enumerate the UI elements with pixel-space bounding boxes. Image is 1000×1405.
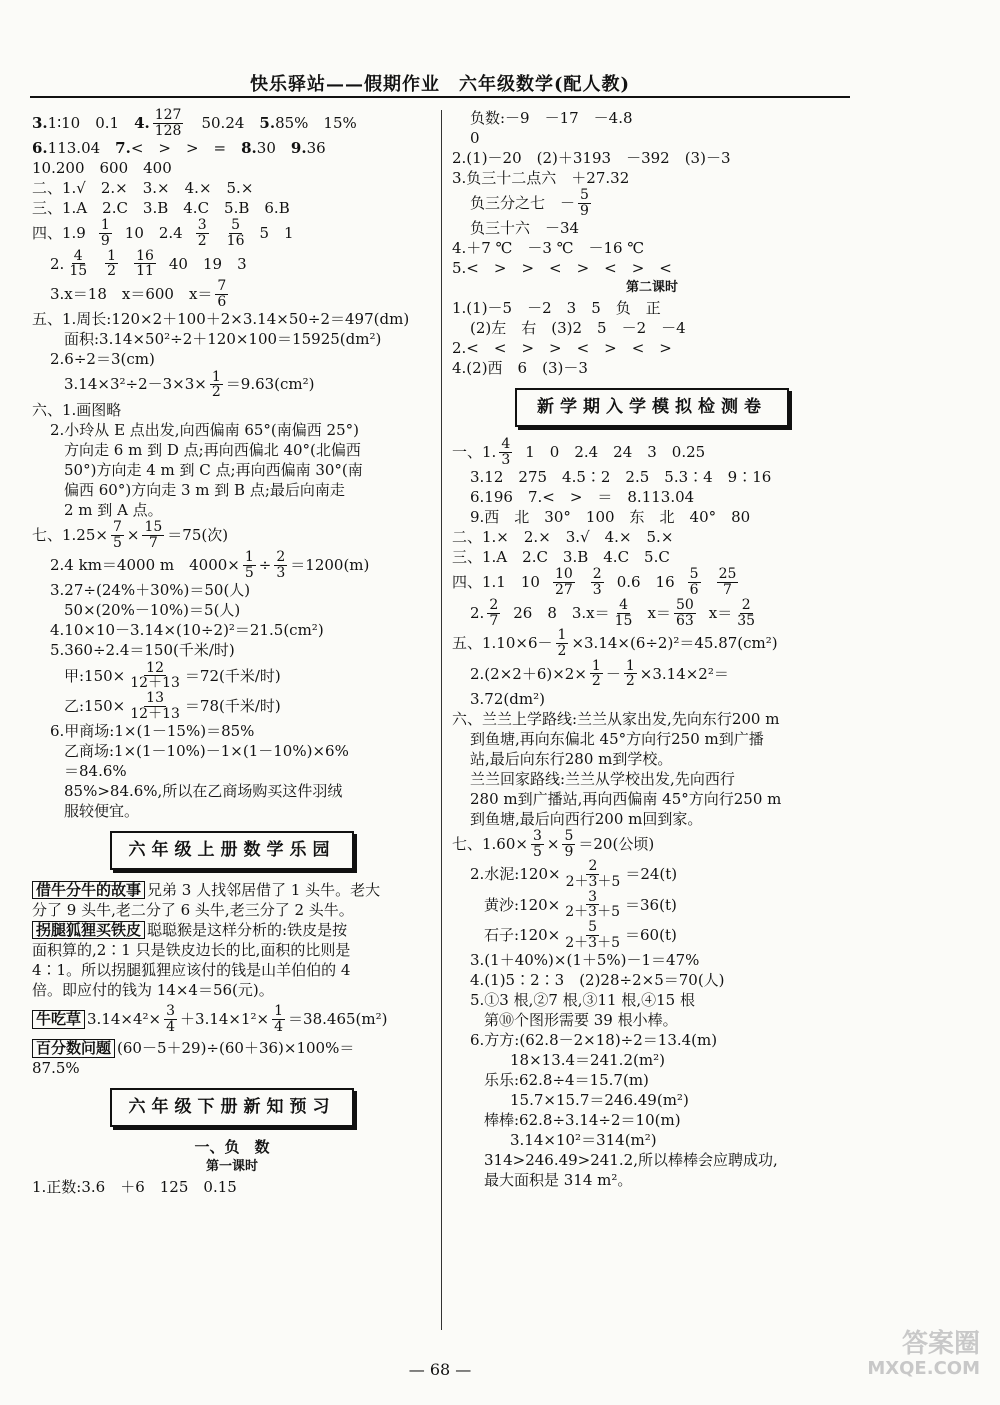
story-label: 牛吃草 [32, 1010, 85, 1029]
answer-line: 18×13.4＝241.2(m²) [510, 1051, 665, 1070]
answer-line: 2.水泥:120× $\frac{2}{2+3+5}$ ＝24(t) [470, 858, 678, 890]
answer-text: 85% 15% [275, 113, 357, 132]
answer-line: 到鱼塘,再向东偏北 45°方向行250 m到广播 [470, 729, 764, 748]
answer-line: 3.72(dm²) [470, 689, 545, 708]
fraction: $\frac{5}{2+3+5}$ [565, 919, 620, 951]
answer-line: 五、1.周长:120×2＋100＋2×3.14×50÷2＝497(dm) [32, 310, 410, 329]
story-line: 87.5% [32, 1059, 80, 1078]
fraction: $\frac{2}{3}$ [592, 566, 602, 599]
answer-line: 1.正数:3.6 ＋6 125 0.15 [32, 1177, 237, 1196]
answer-line: 黄沙:120× $\frac{3}{2+3+5}$ ＝36(t) [484, 888, 677, 921]
answer-line: 2. $\frac{4}{15}$ $\frac{1}{2}$ $\frac{16}{11}$ 40 19 3 [50, 247, 247, 280]
answer-line: 4.＋7 ℃ －3 ℃ －16 ℃ [452, 239, 645, 258]
answer-line: 四、1.9 $\frac{1}{9}$ 10 2.4 $\frac{3}{2}$ $\frac{5}{16}$ 5 1 [32, 217, 294, 250]
story-line: 分了 9 头牛,老二分了 6 头牛,老三分了 2 头牛。 [32, 900, 354, 919]
fraction: $\frac{4}{15}$ [614, 596, 633, 629]
story-line: 牛吃草 3.14×4²× $\frac{3}{4}$ ＋3.14×1²× $\frac{1}{4}$ ＝38.465(m²) [32, 1004, 432, 1034]
answer-line: 甲:150× $\frac{12}{12+13}$ ＝72(千米/时) [64, 659, 281, 692]
fraction: $\frac{50}{63}$ [675, 596, 694, 629]
answer-line: 5.①3 根,②7 根,③11 根,④15 根 [470, 991, 695, 1010]
fraction: $\frac{15}{7}$ [144, 518, 163, 551]
fraction: $\frac{3}{5}$ [532, 827, 542, 860]
answer-line: (2)左 右 (3)2 5 －2 －4 [470, 319, 686, 338]
page-number: — 68 — [408, 1360, 472, 1379]
answer-line: 二、1.× 2.× 3.√ 4.× 5.× [452, 528, 674, 547]
answer-line: 2.6÷2＝3(cm) [50, 350, 155, 369]
story-line: 借牛分牛的故事 兄弟 3 人找邻居借了 1 头牛。老大 [32, 880, 432, 900]
fraction: $\frac{5}{9}$ [580, 187, 589, 219]
answer-line: 五、1.10×6－ $\frac{1}{2}$ ×3.14×(6÷2)²＝45.87(cm²) [452, 627, 778, 659]
answer-line: 站,最后向东行280 m到学校。 [470, 749, 673, 768]
item-number: 5. [259, 113, 276, 132]
answer-line: 6.方方:(62.8－2×18)÷2＝13.4(m) [470, 1031, 718, 1050]
fraction: $\frac{5}{16}$ [226, 217, 245, 250]
fraction: $\frac{2}{3}$ [276, 549, 286, 581]
answer-line: 3.负三十二点六 ＋27.32 [452, 168, 630, 187]
answer-line [32, 108, 432, 138]
answer-line: 4.(2)西 6 (3)－3 [452, 359, 588, 378]
story-line: 百分数问题 (60－5＋29)÷(60＋36)×100%＝ [32, 1038, 432, 1058]
answer-line: 1.(1)－5 －2 3 5 负 正 [452, 299, 661, 318]
watermark-logo: 答案圈 MXQE.COM [867, 1329, 980, 1379]
fraction: $\frac{1}{5}$ [244, 549, 254, 581]
fraction: $\frac{4}{15}$ [69, 247, 88, 280]
answer-line: 6. 113.04 7. < > > = 8. 30 9. 36 [32, 139, 326, 158]
answer-line: 三、1.A 2.C 3.B 4.C 5.B 6.B [32, 199, 290, 218]
answer-line: 0 [470, 128, 480, 147]
answer-line: ＝84.6% [64, 762, 127, 781]
story-label: 拐腿狐狸买铁皮 [32, 921, 145, 940]
right-column [452, 108, 852, 1190]
answer-line: 10.200 600 400 [32, 159, 172, 178]
section-banner: 新学期入学模拟检测卷 [515, 388, 789, 427]
answer-line: 兰兰回家路线:兰兰从学校出发,先向西行 [470, 769, 735, 788]
answer-text: 1∶10 0.1 [47, 113, 135, 132]
answer-line: 5.360÷2.4＝150(千米/时) [50, 641, 235, 660]
story-label: 百分数问题 [32, 1039, 115, 1058]
answer-line: 2.(1)－20 (2)＋3193 －392 (3)－3 [452, 148, 731, 167]
answer-line: 50°)方向走 4 m 到 C 点;再向西偏南 30°(南 [64, 460, 363, 479]
header-rule [30, 96, 850, 98]
answer-line: 一、1. $\frac{4}{3}$ 1 0 2.4 24 3 0.25 [452, 436, 706, 468]
answer-line: 9.西 北 30° 100 东 北 40° 80 [470, 508, 751, 527]
answer-line: 负三分之七 － $\frac{5}{9}$ [470, 187, 589, 219]
section-banner: 六年级下册新知预习 [110, 1088, 354, 1127]
answer-line: 方向走 6 m 到 D 点;再向西偏北 40°(北偏西 [64, 440, 361, 459]
story-line: 4∶1。所以拐腿狐狸应该付的钱是山羊伯伯的 4 [32, 960, 351, 979]
fraction: $\frac{5}{9}$ [564, 827, 574, 860]
answer-line: 乙商场:1×(1－10%)－1×(1－10%)×6% [64, 742, 349, 761]
answer-line: 6.甲商场:1×(1－15%)＝85% [50, 722, 255, 741]
answer-line: 六、兰兰上学路线:兰兰从家出发,先向东行200 m [452, 709, 780, 728]
lesson-title: 第一课时 [205, 1158, 258, 1174]
answer-line: 4.10×10－3.14×(10÷2)²＝21.5(cm²) [50, 621, 324, 640]
answer-line: 三、1.A 2.C 3.B 4.C 5.C [452, 548, 670, 567]
answer-line: 314>246.49>241.2,所以棒棒会应聘成功, [484, 1151, 778, 1170]
fraction: $\frac{16}{11}$ [136, 247, 154, 280]
answer-text: 50.24 [186, 113, 260, 132]
fraction: $\frac{1}{9}$ [100, 217, 110, 250]
answer-line: 3.(1＋40%)×(1＋5%)－1＝47% [470, 951, 700, 970]
fraction: $\frac{1}{2}$ [557, 627, 567, 659]
answer-line: 5.< > > < > < > < [452, 259, 672, 278]
story-line: 面积算的,2∶1 只是铁皮边长的比,面积的比则是 [32, 940, 351, 959]
fraction: $\frac{2}{35}$ [737, 596, 756, 629]
answer-line: 石子:120× $\frac{5}{2+3+5}$ ＝60(t) [484, 919, 677, 951]
section-banner: 六年级上册数学乐园 [110, 831, 354, 870]
answer-line: 4.(1)5∶2∶3 (2)28÷2×5＝70(人) [470, 971, 725, 990]
left-column [32, 108, 432, 1197]
answer-line: 六、1.画图略 [32, 400, 122, 419]
answer-line: 乙:150× $\frac{13}{12+13}$ ＝78(千米/时) [64, 690, 281, 722]
answer-line: 到鱼塘,最后向西行200 m回到家。 [470, 809, 703, 828]
answer-line: 15.7×15.7＝246.49(m²) [510, 1091, 689, 1110]
answer-line: 七、1.60× $\frac{3}{5}$ × $\frac{5}{9}$ ＝20(公顷) [452, 827, 655, 860]
answer-line: 棒棒:62.8÷3.14÷2＝10(m) [484, 1111, 681, 1130]
answer-line: 280 m到广播站,再向西偏南 45°方向行250 m [470, 789, 782, 808]
answer-line: 二、1.√ 2.× 3.× 4.× 5.× [32, 179, 254, 198]
answer-line: 2 m 到 A 点。 [64, 500, 163, 519]
column-divider [441, 110, 442, 1330]
answer-line: 四、1.1 10 $\frac{10}{27}$ $\frac{2}{3}$ 0.6 16 $\frac{5}{6}$ $\frac{25}{7}$ [452, 566, 737, 599]
fraction: $\frac{7}{6}$ [217, 278, 227, 310]
answer-line: 3.27÷(24%＋30%)＝50(人) [50, 581, 251, 600]
story-label: 借牛分牛的故事 [32, 881, 145, 900]
fraction: $\frac{1}{2}$ [591, 657, 601, 690]
answer-line: 3.x＝18 x＝600 x＝ $\frac{7}{6}$ [50, 278, 227, 310]
fraction: $\frac{7}{5}$ [112, 518, 122, 551]
fraction: $\frac{127}{128}$ [154, 107, 182, 139]
answer-line: 2. $\frac{2}{7}$ 26 8 3.x＝ $\frac{4}{15}$ x＝ $\frac{50}{63}$ x＝ $\frac{2}{35}$ [470, 596, 756, 629]
item-number: 4. [134, 113, 150, 132]
answer-line: 偏西 60°)方向走 3 m 到 B 点;最后向南走 [64, 480, 345, 499]
fraction: $\frac{25}{7}$ [718, 566, 737, 599]
answer-line: 七、1.25× $\frac{7}{5}$ × $\frac{15}{7}$ ＝75(次) [32, 518, 229, 551]
story-line: 倍。即应付的钱为 14×4＝56(元)。 [32, 980, 274, 999]
fraction: $\frac{3}{2}$ [197, 217, 207, 250]
answer-line: 2.< < > > < > < > [452, 339, 672, 358]
fraction: $\frac{10}{27}$ [554, 566, 573, 599]
fraction: $\frac{2}{2+3+5}$ [565, 858, 621, 890]
answer-line: 6.196 7.< > ＝ 8.113.04 [470, 488, 695, 507]
answer-line: 最大面积是 314 m²。 [484, 1171, 633, 1190]
answer-line: 2.(2×2＋6)×2× $\frac{1}{2}$ － $\frac{1}{2}$ ×3.14×2²＝ [470, 657, 729, 690]
fraction: $\frac{1}{4}$ [274, 1003, 284, 1035]
fraction: $\frac{5}{6}$ [689, 566, 699, 599]
answer-line: 乐乐:62.8÷4＝15.7(m) [484, 1071, 649, 1090]
fraction: $\frac{1}{2}$ [107, 247, 117, 280]
answer-line: 50×(20%－10%)＝5(人) [64, 601, 241, 620]
item-number: 3. [32, 113, 48, 132]
lesson-title: 第二课时 [625, 280, 678, 296]
fraction: $\frac{3}{2+3+5}$ [565, 888, 620, 921]
fraction: $\frac{1}{2}$ [625, 657, 635, 690]
answer-line: 3.14×10²＝314(m²) [510, 1131, 657, 1150]
answer-line: 负数:－9 －17 －4.8 [470, 108, 633, 127]
answer-line: 面积:3.14×50²÷2＋120×100＝15925(dm²) [64, 330, 382, 349]
fraction: $\frac{3}{4}$ [166, 1003, 176, 1035]
answer-line: 负三十六 －34 [470, 219, 580, 238]
fraction: $\frac{1}{2}$ [211, 368, 221, 401]
fraction: $\frac{12}{12+13}$ [130, 659, 180, 692]
answer-line: 第⑩个图形需要 39 根小棒。 [484, 1011, 678, 1030]
answer-line: 3.14×3²÷2－3×3× $\frac{1}{2}$ ＝9.63(cm²) [64, 368, 315, 401]
story-line: 拐腿狐狸买铁皮 聪聪猴是这样分析的:铁皮是按 [32, 920, 432, 940]
subsection-title: 一、负 数 [194, 1137, 270, 1156]
answer-line: 85%>84.6%,所以在乙商场购买这件羽绒 [64, 782, 343, 801]
answer-line: 3.12 275 4.5∶2 2.5 5.3∶4 9∶16 [470, 468, 772, 487]
fraction: $\frac{2}{7}$ [489, 596, 499, 629]
fraction: $\frac{13}{12+13}$ [130, 690, 180, 722]
answer-line: 2.小玲从 E 点出发,向西偏南 65°(南偏西 25°) [50, 420, 359, 439]
page-header: 快乐驿站——假期作业 六年级数学(配人教) [249, 74, 631, 95]
fraction: $\frac{4}{3}$ [501, 436, 511, 468]
answer-line: 服较便宜。 [64, 802, 140, 821]
answer-line: 2.4 km＝4000 m 4000× $\frac{1}{5}$ ÷ $\frac{2}{3}$ ＝1200(m) [50, 549, 370, 581]
